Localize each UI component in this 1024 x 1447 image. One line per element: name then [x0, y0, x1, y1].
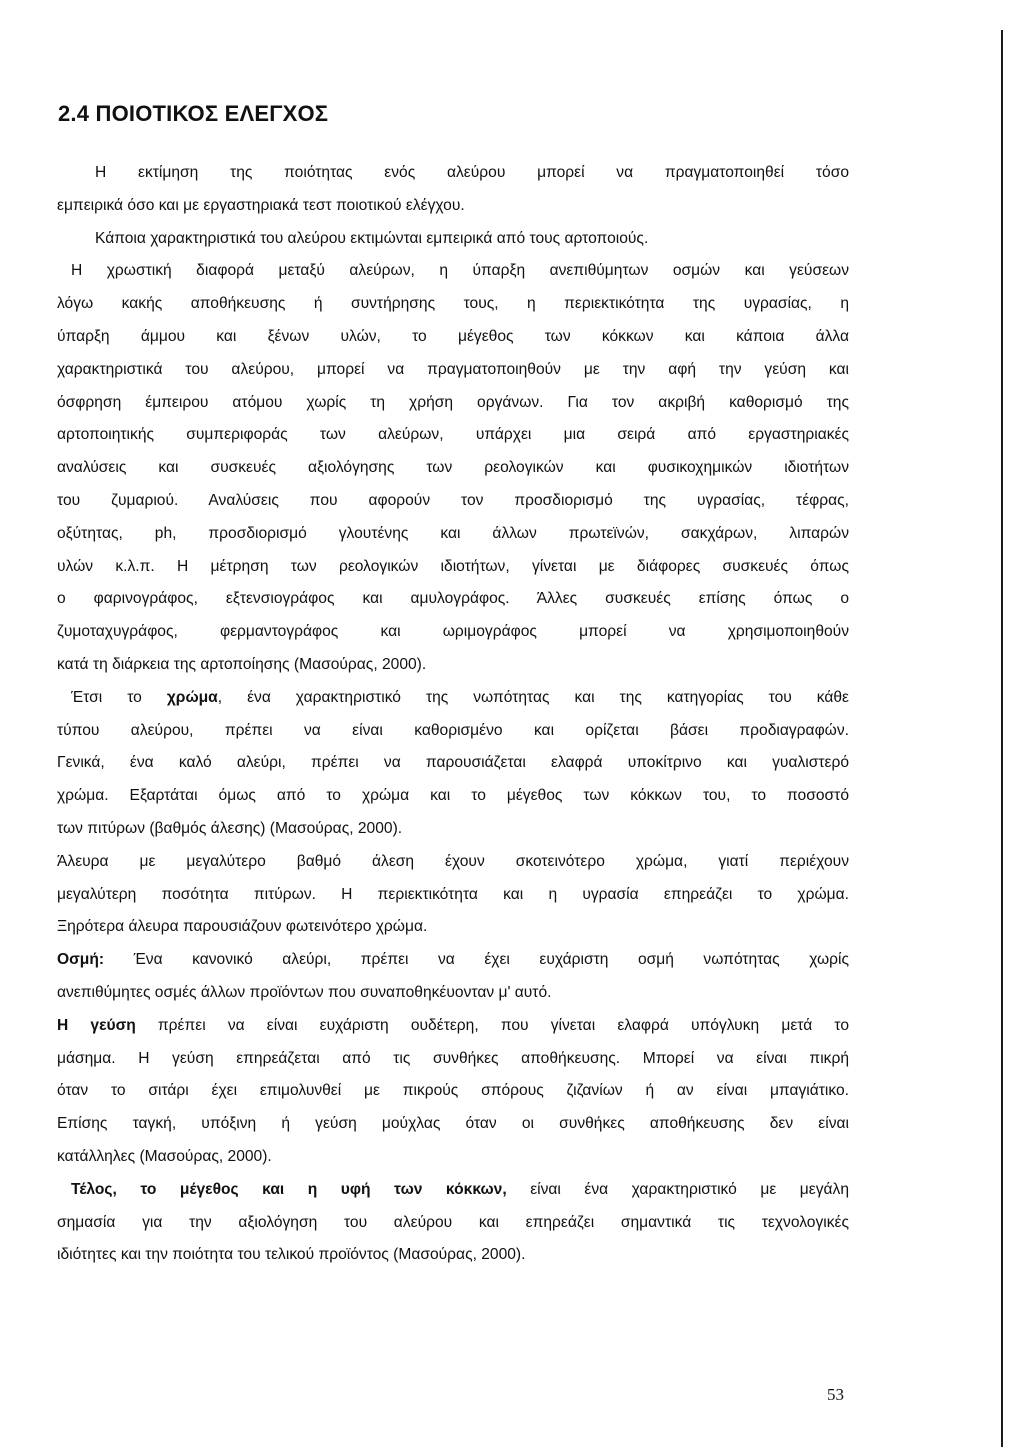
emphasis-grain-size: Τέλος, το μέγεθος και η υφή των κόκκων,	[71, 1180, 507, 1198]
text-line: αρτοποιητικής συμπεριφοράς των αλεύρων, υπάρχει μια σειρά από εργαστηριακές	[57, 426, 849, 444]
text-line: ύπαρξη άμμου και ξένων υλών, το μέγεθος των κόκκων και κάποια άλλα	[57, 327, 849, 345]
text-line: εμπειρικά όσο και με εργαστηριακά τεστ ποιοτικού ελέγχου.	[57, 196, 465, 214]
text-line-emphasis	[57, 1010, 849, 1043]
text-line-emphasis	[57, 682, 849, 715]
emphasis-smell: Οσμή:	[57, 951, 105, 969]
emphasis-taste: Η γεύση	[57, 1016, 136, 1034]
text-line: μεγαλύτερη ποσότητα πιτύρων. Η περιεκτικότητα και η υγρασία επηρεάζει το χρώμα.	[57, 885, 849, 903]
line-text: είναι ένα χαρακτηριστικό με μεγάλη	[506, 1180, 849, 1198]
text-line: χαρακτηριστικά του αλεύρου, μπορεί να πραγματοποιηθούν με την αφή την γεύση και	[57, 360, 849, 378]
text-line: ανεπιθύμητες οσμές άλλων προϊόντων που συναποθηκέυονταν μ' αυτό.	[57, 983, 552, 1001]
text-line: σημασία για την αξιολόγηση του αλεύρου και επηρεάζει σημαντικά τις τεχνολογικές	[57, 1213, 849, 1231]
section-heading: 2.4 ΠΟΙΟΤΙΚΟΣ ΕΛΕΓΧΟΣ	[58, 101, 329, 126]
text-line: αναλύσεις και συσκευές αξιολόγησης των ρεολογικών και φυσικοχημικών ιδιοτήτων	[57, 459, 849, 477]
text-line: των πιτύρων (βαθμός άλεσης) (Μασούρας, 2000).	[57, 819, 403, 837]
text-line: τύπου αλεύρου, πρέπει να είναι καθορισμένο και ορίζεται βάσει προδιαγραφών.	[57, 721, 849, 739]
line-text: πρέπει να είναι ευχάριστη ουδέτερη, που γίνεται ελαφρά υπόγλυκη μετά το	[135, 1016, 849, 1034]
text-line: λόγω κακής αποθήκευσης ή συντήρησης τους, η περιεκτικότητα της υγρασίας, η	[57, 295, 849, 313]
page-number: 53	[827, 1385, 844, 1404]
text-line-emphasis	[57, 1174, 849, 1207]
text-line: μάσημα. Η γεύση επηρεάζεται από τις συνθήκες αποθήκευσης. Μπορεί να είναι πικρή	[57, 1049, 849, 1067]
text-line: Ξηρότερα άλευρα παρουσιάζουν φωτεινότερο χρώμα.	[57, 918, 428, 936]
text-line: χρώμα. Εξαρτάται όμως από το χρώμα και το μέγεθος των κόκκων του, το ποσοστό	[57, 787, 849, 805]
text-line: κατάλληλες (Μασούρας, 2000).	[57, 1147, 272, 1165]
text-line: ζυμοταχυγράφος, φερμαντογράφος και ωριμογράφος μπορεί να χρησιμοποιηθούν	[57, 623, 849, 641]
text-line: κατά τη διάρκεια της αρτοποίησης (Μασούρας, 2000).	[57, 655, 427, 673]
text-line: Η χρωστική διαφορά μεταξύ αλεύρων, η ύπαρξη ανεπιθύμητων οσμών και γεύσεων	[71, 262, 849, 280]
scan-edge-rule	[1001, 30, 1003, 1447]
line-text: Ένα κανονικό αλεύρι, πρέπει να έχει ευχάριστη οσμή νωπότητας χωρίς	[104, 951, 849, 969]
text-line-emphasis	[57, 944, 849, 977]
body-text	[57, 157, 849, 1272]
text-line: υλών κ.λ.π. Η μέτρηση των ρεολογικών ιδιοτήτων, γίνεται με διάφορες συσκευές όπως	[57, 557, 849, 575]
emphasis-color: χρώμα	[166, 688, 218, 706]
text-line: όσφρηση έμπειρου ατόμου χωρίς τη χρήση οργάνων. Για τον ακριβή καθορισμό της	[57, 393, 849, 411]
text-line: Επίσης ταγκή, υπόξινη ή γεύση μούχλας όταν οι συνθήκες αποθήκευσης δεν είναι	[57, 1115, 849, 1133]
text-line: ο φαρινογράφος, εξτενσιογράφος και αμυλογράφος. Άλλες συσκευές επίσης όπως ο	[57, 590, 849, 608]
text-line: οξύτητας, ph, προσδιορισμό γλουτένης και άλλων πρωτεϊνών, σακχάρων, λιπαρών	[57, 524, 849, 542]
text-line: Γενικά, ένα καλό αλεύρι, πρέπει να παρουσιάζεται ελαφρά υποκίτρινο και γυαλιστερό	[57, 754, 849, 772]
text-line: του ζυμαριού. Αναλύσεις που αφορούν τον προσδιορισμό της υγρασίας, τέφρας,	[57, 491, 849, 509]
text-line: ιδιότητες και την ποιότητα του τελικού προϊόντος (Μασούρας, 2000).	[57, 1246, 526, 1264]
text-line: Άλευρα με μεγαλύτερο βαθμό άλεση έχουν σκοτεινότερο χρώμα, γιατί περιέχουν	[57, 852, 849, 870]
text-line: όταν το σιτάρι έχει επιμολυνθεί με πικρούς σπόρους ζιζανίων ή αν είναι μπαγιάτικο.	[57, 1082, 849, 1100]
line-text: Έτσι το	[71, 688, 167, 706]
text-line: Η εκτίμηση της ποιότητας ενός αλεύρου μπορεί να πραγματοποιηθεί τόσο	[95, 164, 849, 181]
line-text: , ένα χαρακτηριστικό της νωπότητας και της κατηγορίας του κάθε	[217, 688, 849, 706]
text-line: Κάποια χαρακτηριστικά του αλεύρου εκτιμώνται εμπειρικά από τους αρτοποιούς.	[95, 229, 649, 247]
